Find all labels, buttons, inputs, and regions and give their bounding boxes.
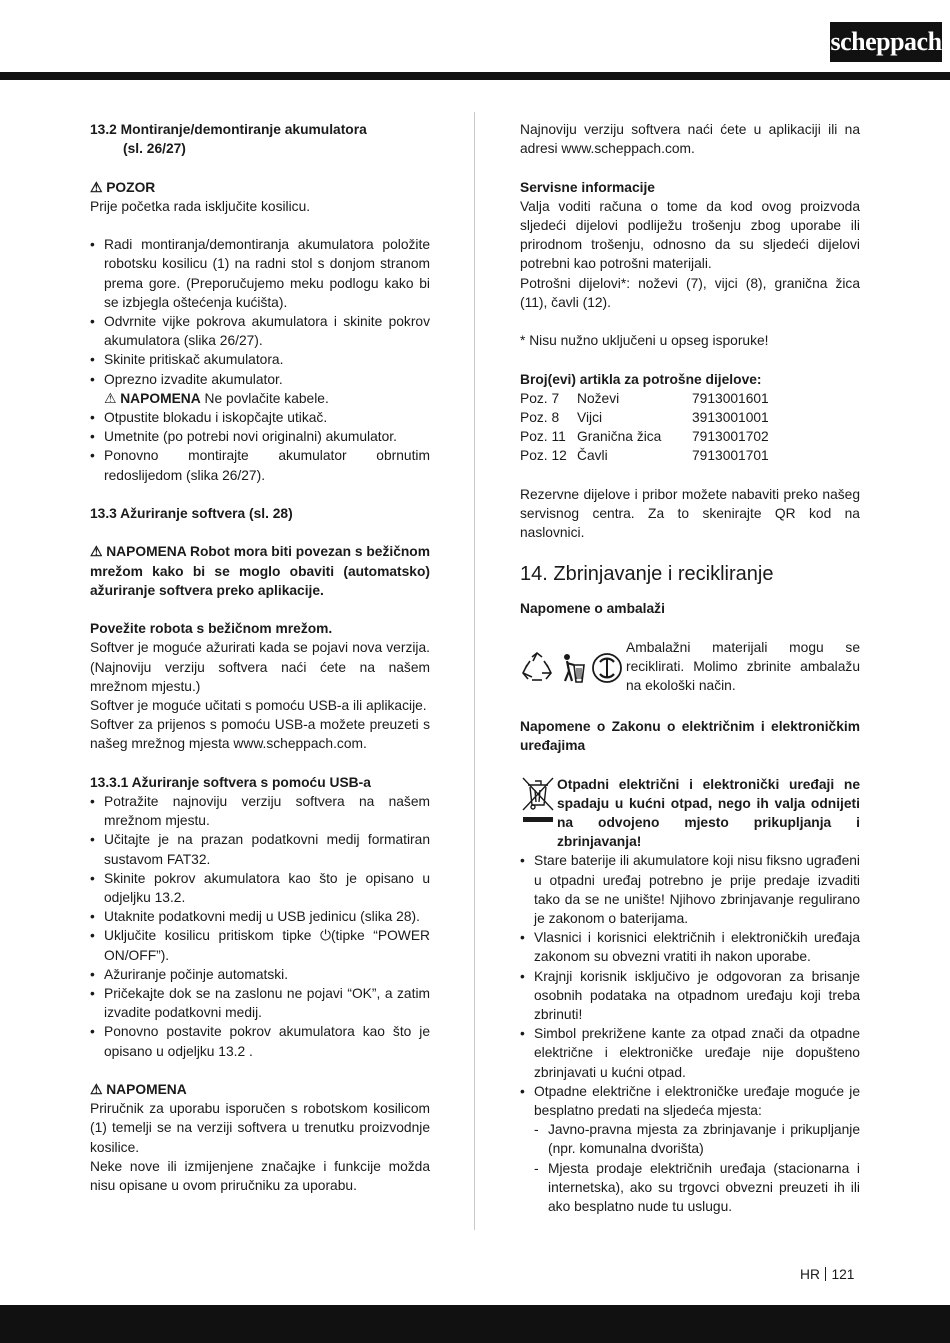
warning-icon: ⚠: [90, 179, 103, 195]
connect-title: Povežite robota s bežičnom mrežom.: [90, 621, 333, 637]
napomena-2-heading: ⚠ NAPOMENA: [90, 1082, 187, 1098]
packaging-block: [520, 638, 860, 698]
section-14-title: 14. Zbrinjavanje i recikliranje: [520, 563, 774, 586]
list-item: • Stare baterije ili akumulatore koji nisu fiksno ugrađeni u otpadni uređaj potrebno je prije predaje izvaditi tako da se ne unište! Njihovo zbrinjavanje regulirano je zakonom o baterijama.: [520, 851, 860, 928]
language-code: HR: [800, 1267, 820, 1282]
footnote: * Nisu nužno uključeni u opseg isporuke!: [520, 333, 769, 349]
list-item: • Skinite pokrov akumulatora kao što je opisano u odjeljku 13.2.: [90, 869, 430, 907]
page-number-value: 121: [831, 1267, 855, 1282]
napomena-inline-label: NAPOMENA: [120, 390, 201, 406]
weee-bold-text: Otpadni električni i elektronički uređaji ne spadaju u kućni otpad, nego ih valja odnijeti na odvojeno mjesto prikupljanja i zbrinjavanja!: [557, 776, 860, 850]
right-column: [520, 120, 860, 1216]
section-13-2-list: [90, 235, 430, 389]
list-item: • Odvrnite vijke pokrova akumulatora i skinite pokrov akumulatora (slika 26/27).: [90, 312, 430, 350]
header-rule: [0, 72, 950, 80]
list-item: • Ažuriranje počinje automatski.: [90, 965, 430, 984]
list-item: • Oprezno izvadite akumulator.: [90, 370, 430, 389]
napomena-inline-text: Ne povlačite kabele.: [204, 390, 329, 406]
tidyman-icon: [556, 651, 588, 685]
page-number: [800, 1265, 854, 1284]
pozor-heading: [90, 178, 430, 197]
list-item: • Radi montiranja/demontiranja akumulatora položite robotsku kosilicu (1) na radni stol s donjom stranom prema gore. (Preporučujemo meku podlogu kako bi se izbjegla oštećenja kućišta).: [90, 235, 430, 312]
intro-text: Najnoviju verziju softvera naći ćete u aplikaciji ili na adresi www.scheppach.com.: [520, 122, 860, 157]
service-text: Potrošni dijelovi*: noževi (7), vijci (8), granična žica (11), čavli (12).: [520, 275, 860, 310]
list-item: • Učitajte je na prazan podatkovni medij formatiran sustavom FAT32.: [90, 830, 430, 868]
separator: [825, 1267, 827, 1281]
section-13-2-subtitle: (sl. 26/27): [123, 141, 186, 157]
list-item: • Krajnji korisnik isključivo je odgovoran za brisanje osobnih podataka na otpadnom uređaju koji treba zbrinuti!: [520, 967, 860, 1025]
warning-icon: ⚠: [90, 1082, 103, 1098]
section-13-2-list-2: [90, 408, 430, 485]
service-title: Servisne informacije: [520, 179, 655, 195]
napomena-2-text: Neke nove ili izmijenjene značajke i funkcije možda nisu opisane u ovom priručniku za uporabu.: [90, 1158, 430, 1194]
list-item: • Vlasnici i korisnici električnih i elektroničkih uređaja zakonom su obvezni vratiti ih nakon uporabe.: [520, 928, 860, 966]
service-text: Valja voditi računa o tome da kod ovog proizvoda sljedeći dijelovi podliježu trošenju zbog uporabe ili prirodnom trošenju, odnosno da su sljedeći dijelovi potrebni kao potrošni materijali.: [520, 198, 860, 272]
footer-bar: [0, 1305, 950, 1343]
list-item: • Simbol prekrižene kante za otpad znači da otpadne električne i elektroničke uređaje nije dopušteno zbrinjavati u kućni otpad.: [520, 1024, 860, 1082]
section-13-3-1-title: 13.3.1 Ažuriranje softvera s pomoću USB-a: [90, 774, 371, 790]
column-divider: [474, 112, 475, 1230]
packaging-text: Ambalažni materijali mogu se reciklirati. Molimo zbrinite ambalažu na ekološki način.: [626, 639, 860, 694]
list-item: • Skinite pritiskač akumulatora.: [90, 350, 430, 369]
table-row: Poz. 8 Vijci 3913001001: [520, 410, 769, 425]
weee-title: Napomene o Zakonu o električnim i elektroničkim uređajima: [520, 718, 860, 754]
connect-paragraph: Softver je moguće učitati s pomoću USB-a ili aplikacije.: [90, 698, 427, 714]
warning-icon: ⚠: [90, 544, 103, 560]
list-item: • Utaknite podatkovni medij u USB jedinicu (slika 28).: [90, 907, 430, 926]
weee-sublist: [520, 1120, 860, 1216]
warning-icon: ⚠: [104, 390, 117, 406]
packaging-title: Napomene o ambalaži: [520, 601, 665, 617]
section-13-3-1-list: [90, 792, 430, 1061]
spare-parts-text: Rezervne dijelove i pribor možete nabaviti preko našeg servisnog centra. Za to skenirajte QR kod na naslovnici.: [520, 486, 860, 541]
list-item: • Ponovno montirajte akumulator obrnutim redoslijedom (slika 26/27).: [90, 446, 430, 484]
list-item: • Umetnite (po potrebi novi originalni) akumulator.: [90, 427, 430, 446]
section-13-3-title: 13.3 Ažuriranje softvera (sl. 28): [90, 506, 293, 522]
recycling-icons: [520, 638, 626, 698]
pozor-label: POZOR: [106, 179, 156, 195]
weee-list: [520, 851, 860, 1120]
table-row: Poz. 12 Čavli 7913001701: [520, 448, 769, 464]
brand-logo: scheppach: [830, 22, 942, 62]
list-item: - Javno-pravna mjesta za zbrinjavanje i prikupljanje (npr. komunalna dvorišta): [520, 1120, 860, 1158]
list-item: • Otpadne električne i elektroničke uređaje moguće je besplatno predati na sljedeća mjesta:: [520, 1082, 860, 1120]
list-item: • Otpustite blokadu i iskopčajte utikač.: [90, 408, 430, 427]
pozor-text: Prije početka rada isključite kosilicu.: [90, 198, 311, 214]
green-dot-icon: [590, 651, 624, 685]
napomena-inline: [90, 389, 430, 408]
section-13-2-title: 13.2 Montiranje/demontiranje akumulatora: [90, 122, 367, 137]
parts-table: [520, 389, 769, 466]
list-item: • Ponovno postavite pokrov akumulatora kao što je opisano u odjeljku 13.2 .: [90, 1022, 430, 1060]
table-row: Poz. 11 Granična žica 7913001702: [520, 429, 769, 445]
parts-title: Broj(evi) artikla za potrošne dijelove:: [520, 371, 762, 387]
napomena-2-text: Priručnik za uporabu isporučen s robotskom kosilicom (1) temelji se na verziji softvera u trenutku proizvodnje kosilice.: [90, 1101, 430, 1155]
list-item: • Uključite kosilicu pritiskom tipke ⏻(tipke “POWER ON/OFF”).: [90, 926, 430, 964]
connect-paragraph: Softver je moguće ažurirati kada se pojavi nova verzija. (Najnoviju verziju softvera naći ćete na našem mrežnom mjestu.): [90, 640, 430, 694]
crossed-bin-icon: [520, 775, 556, 835]
list-item: • Potražite najnoviju verziju softvera na našem mrežnom mjestu.: [90, 792, 430, 830]
table-row: Poz. 7 Noževi 7913001601: [520, 390, 769, 406]
list-item: - Mjesta prodaje električnih uređaja (stacionarna i internetska), ako su trgovci obvezni preuzeti ih ili ako besplatno nude tu uslugu.: [520, 1159, 860, 1217]
section-13-3-note: ⚠ NAPOMENA Robot mora biti povezan s bežičnom mrežom kako bi se moglo obaviti (automatsko) ažuriranje softvera preko aplikacije.: [90, 544, 430, 598]
connect-paragraph: Softver za prijenos s pomoću USB-a možete preuzeti s našeg mrežnog mjesta www.scheppach.com.: [90, 717, 430, 752]
weee-block: [520, 775, 860, 852]
recycle-icon: [520, 651, 554, 685]
list-item: • Pričekajte dok se na zaslonu ne pojavi “OK”, a zatim izvadite podatkovni medij.: [90, 984, 430, 1022]
left-column: [90, 120, 430, 1195]
